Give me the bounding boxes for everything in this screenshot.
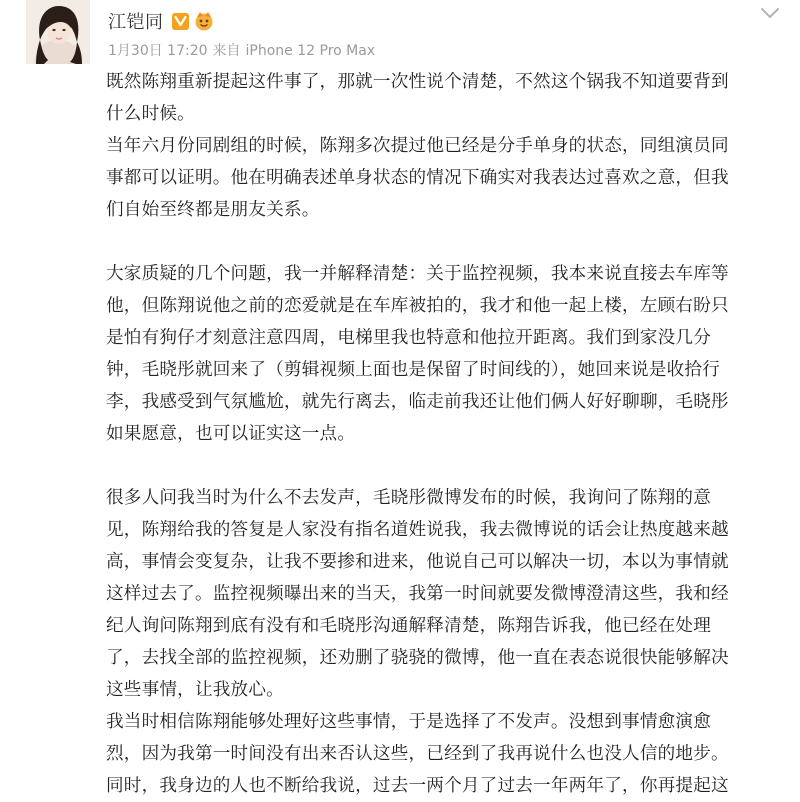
more-options-button[interactable] [756,2,784,24]
post-text-line: 事都可以证明。他在明确表述单身状态的情况下确实对我表达过喜欢之意，但我 [106,168,729,188]
post-text-line: 高，事情会变复杂，让我不要掺和进来，他说自己可以解决一切，本以为事情就 [106,552,729,572]
post-text-line: 什么时候。 [106,104,195,124]
paragraph-gap [106,450,790,482]
avatar[interactable] [26,0,90,64]
username[interactable]: 江铠同 [108,12,164,33]
post-text-line: 他，但陈翔说他之前的恋爱就是在车库被拍的，我才和他一起上楼，左顾右盼只 [106,296,729,316]
fan-level-badge-icon[interactable] [193,11,215,31]
post-text-line: 李，我感受到气氛尴尬，就先行离去，临走前我还让他们俩人好好聊聊，毛晓彤 [106,392,729,412]
post-text-line: 当年六月份同剧组的时候，陈翔多次提过他已经是分手单身的状态，同组演员同 [106,136,729,156]
post-source-prefix: 来自 [212,43,241,59]
paragraph-gap [106,226,790,258]
post-text-line: 这些事情，让我放心。 [106,680,284,700]
post-text-line: 大家质疑的几个问题，我一并解释清楚：关于监控视频，我本来说直接去车库等 [106,264,729,284]
post-body [106,66,790,802]
post-text-line: 我当时相信陈翔能够处理好这些事情，于是选择了不发声。没想到事情愈演愈 [106,712,711,732]
post-text-line: 钟，毛晓彤就回来了（剪辑视频上面也是保留了时间线的），她回来说是收拾行 [106,360,720,380]
post-text-line: 纪人询问陈翔到底有没有和毛晓彤沟通解释清楚，陈翔告诉我，他已经在处理 [106,616,711,636]
post-text-line: 如果愿意，也可以证实这一点。 [106,424,356,444]
post-meta [108,40,380,60]
post-text-line: 这样过去了。监控视频曝出来的当天，我第一时间就要发微博澄清这些，我和经 [106,584,729,604]
post-text-line: 很多人问我当时为什么不去发声，毛晓彤微博发布的时候，我询问了陈翔的意 [106,488,711,508]
post-text-line: 烈，因为我第一时间没有出来否认这些，已经到了我再说什么也没人信的地步。 [106,744,729,764]
post-text-line: 同时，我身边的人也不断给我说，过去一两个月了过去一年两年了，你再提起这 [106,776,729,796]
avatar-photo [26,0,90,64]
post-text-line: 们自始至终都是朋友关系。 [106,200,320,220]
chevron-down-icon [760,7,780,19]
post-text-line: 了，去找全部的监控视频，还劝删了骁骁的微博，他一直在表态说很快能够解决 [106,648,729,668]
post-text-line: 是怕有狗仔才刻意注意四周，电梯里我也特意和他拉开距离。我们到家没几分 [106,328,711,348]
post-text-line: 见，陈翔给我的答复是人家没有指名道姓说我，我去微博说的话会让热度越来越 [106,520,729,540]
post-header [108,8,215,34]
post-text-line: 既然陈翔重新提起这件事了，那就一次性说个清楚，不然这个锅我不知道要背到 [106,72,729,92]
post-timestamp: 1月30日 17:20 [108,43,208,59]
post-device: iPhone 12 Pro Max [245,43,376,59]
verified-badge-icon [172,13,189,30]
